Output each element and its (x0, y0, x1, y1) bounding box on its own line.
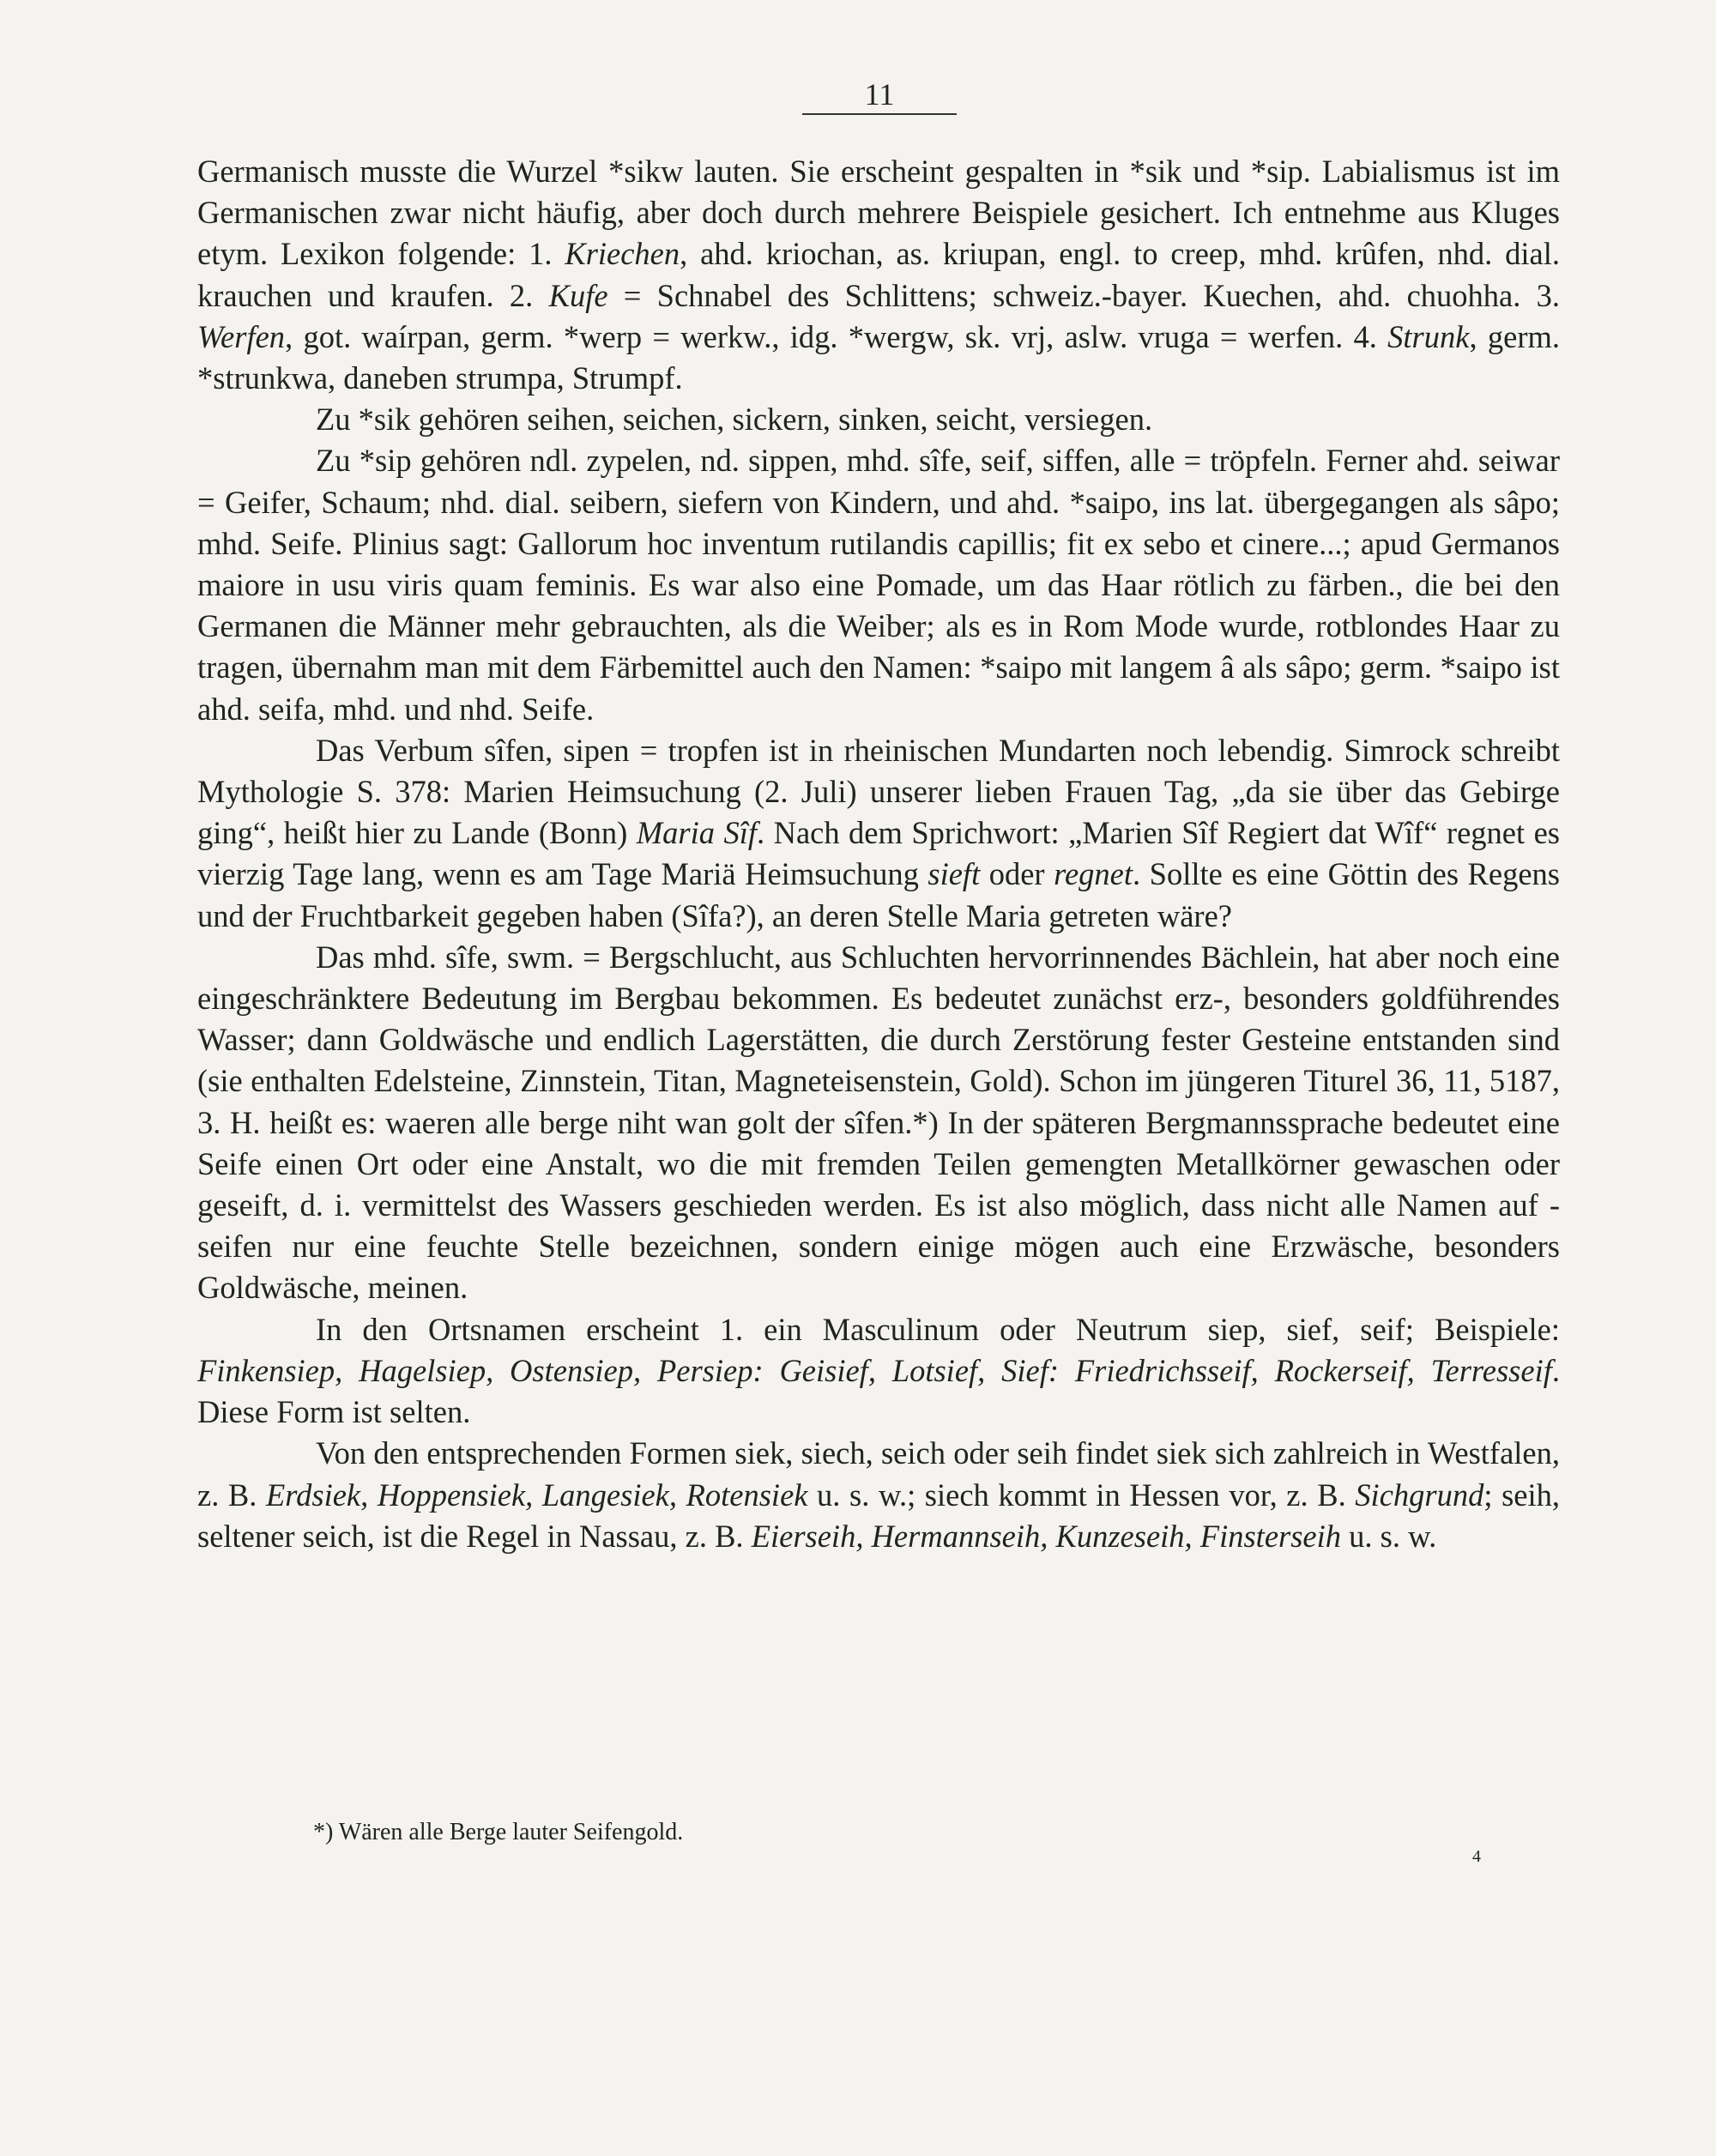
italic-term: Strunk (1387, 318, 1470, 354)
text-run: Von den entsprechenden Formen siek, siech, seich oder seih findet siek sich zahlreich in Westfalen, z. B. (197, 1435, 1560, 1513)
paragraph-7 (197, 1433, 1560, 1557)
italic-term: Werfen (197, 318, 286, 354)
paragraph-4 (197, 730, 1560, 937)
header-rule (802, 113, 957, 115)
italic-term: Kriechen (565, 236, 680, 272)
italic-term: Sichgrund (1355, 1477, 1484, 1513)
text-run: Zu *sip gehören ndl. zypelen, nd. sippen, mhd. sîfe, seif, siffen, alle = tröpfeln. Ferner ahd. seiwar = Geifer, Schaum; nhd. dial. seibern, siefern von Kindern, und ahd. *saipo, ins lat. übergegangen als sâpo; mhd. Seife. Plinius sagt: Gallorum hoc inventum rutilandis capillis; fit ex sebo et cinere...; apud Germanos maiore in usu viris quam feminis. Es war also eine Pomade, um das Haar rötlich zu färben., die bei den Germanen die Männer mehr gebrauchten, als die Weiber; als es in Rom Mode wurde, rotblondes Haar zu tragen, übernahm man mit dem Färbemittel auch den Namen: *saipo mit langem â als sâpo; germ. *saipo ist ahd. seifa, mhd. und nhd. Seife. (197, 443, 1560, 727)
text-run: Das mhd. sîfe, swm. = Bergschlucht, aus Schluchten hervorrinnendes Bächlein, hat aber noch eine eingeschränktere Bedeutung im Bergbau bekommen. Es bedeutet zunächst erz-, besonders goldführendes Wasser; dann Goldwäsche und endlich Lagerstätten, die durch Zerstörung fester Gesteine entstanden sind (sie enthalten Edelsteine, Zinnstein, Titan, Magneteisenstein, Gold). Schon im jüngeren Titurel 36, 11, 5187, 3. H. heißt es: waeren alle berge niht wan golt der sîfen.*) In der späteren Bergmannssprache bedeutet eine Seife einen Ort oder eine Anstalt, wo die mit fremden Teilen gemengten Metallkörner gewaschen oder geseift, d. i. vermittelst des Wassers geschieden werden. Es ist also möglich, dass nicht alle Namen auf -seifen nur eine feuchte Stelle bezeichnen, sondern einige mögen auch eine Erzwäsche, besonders Goldwäsche, meinen. (197, 939, 1560, 1306)
text-run: , ahd. kriochan, as. kriupan, engl. to creep, mhd. krûfen, nhd. dial. krauchen und kraufen. 2. (197, 236, 1560, 313)
text-run: ; seih, seltener seich, ist die Regel in Nassau, z. B. (197, 1477, 1560, 1554)
paragraph-3 (197, 440, 1560, 729)
paragraph-6 (197, 1309, 1560, 1434)
text-run: Zu *sik gehören seihen, seichen, sickern, sinken, seicht, versiegen. (316, 402, 1153, 438)
italic-term: Erdsiek, Hoppensiek, Langesiek, Rotensiek (265, 1477, 808, 1513)
text-run: Germanisch musste die Wurzel *sikw lauten. Sie erscheint gespalten in *sik und *sip. Labialismus ist im Germanischen zwar nicht häufig, aber doch durch mehrere Beispiele gesichert. Ich entnehme aus Kluges etym. Lexikon folgende: 1. (197, 154, 1560, 272)
italic-term: Kufe (548, 277, 608, 313)
text-run: = Schnabel des Schlittens; schweiz.-bayer. Kuechen, ahd. chuohha. 3. (607, 277, 1560, 313)
signature-mark: 4 (1472, 1847, 1481, 1866)
paragraph-5 (197, 937, 1560, 1309)
paragraph-1 (197, 151, 1560, 399)
body-text (197, 151, 1560, 1557)
text-run: Das Verbum sîfen, sipen = tropfen ist in rheinischen Mundarten noch lebendig. Simrock schreibt Mythologie S. 378: Marien Heimsuchung (2. Juli) unserer lieben Frauen Tag, „da sie über das Gebirge ging“, heißt hier zu Lande (Bonn) (197, 732, 1560, 851)
italic-term: Finkensiep, Hagelsiep, Ostensiep, Persiep: Geisief, Lotsief, Sief: Friedrichsseif, Rockerseif, Terresseif (197, 1352, 1552, 1388)
text-run: u. s. w.; siech kommt in Hessen vor, z. B. (807, 1477, 1356, 1513)
paragraph-2 (197, 399, 1560, 440)
italic-term: Maria Sîf (636, 815, 757, 851)
text-run: , got. waírpan, germ. *werp = werkw., idg. *wergw, sk. vrj, aslw. vruga = werfen. 4. (285, 318, 1388, 354)
italic-term: regnet (1054, 856, 1133, 892)
page-number: 11 (864, 77, 895, 112)
text-run: , germ. *strunkwa, daneben strumpa, Strumpf. (197, 318, 1560, 396)
italic-term: Eierseih, Hermannseih, Kunzeseih, Finsterseih (751, 1518, 1342, 1554)
footnote: *) Wären alle Berge lauter Seifengold. (313, 1819, 684, 1845)
text-run: In den Ortsnamen erscheint 1. ein Masculinum oder Neutrum siep, sief, seif; Beispiele: (316, 1311, 1560, 1347)
text-run: oder (980, 856, 1054, 892)
text-run: u. s. w. (1341, 1518, 1437, 1554)
text-run: . Diese Form ist selten. (197, 1352, 1560, 1430)
text-run: . Nach dem Sprichwort: „Marien Sîf Regiert dat Wîf“ regnet es vierzig Tage lang, wenn es am Tage Mariä Heimsuchung (197, 815, 1560, 892)
text-run: . Sollte es eine Göttin des Regens und der Fruchtbarkeit gegeben haben (Sîfa?), an deren Stelle Maria getreten wäre? (197, 856, 1560, 933)
italic-term: sieft (927, 856, 981, 892)
